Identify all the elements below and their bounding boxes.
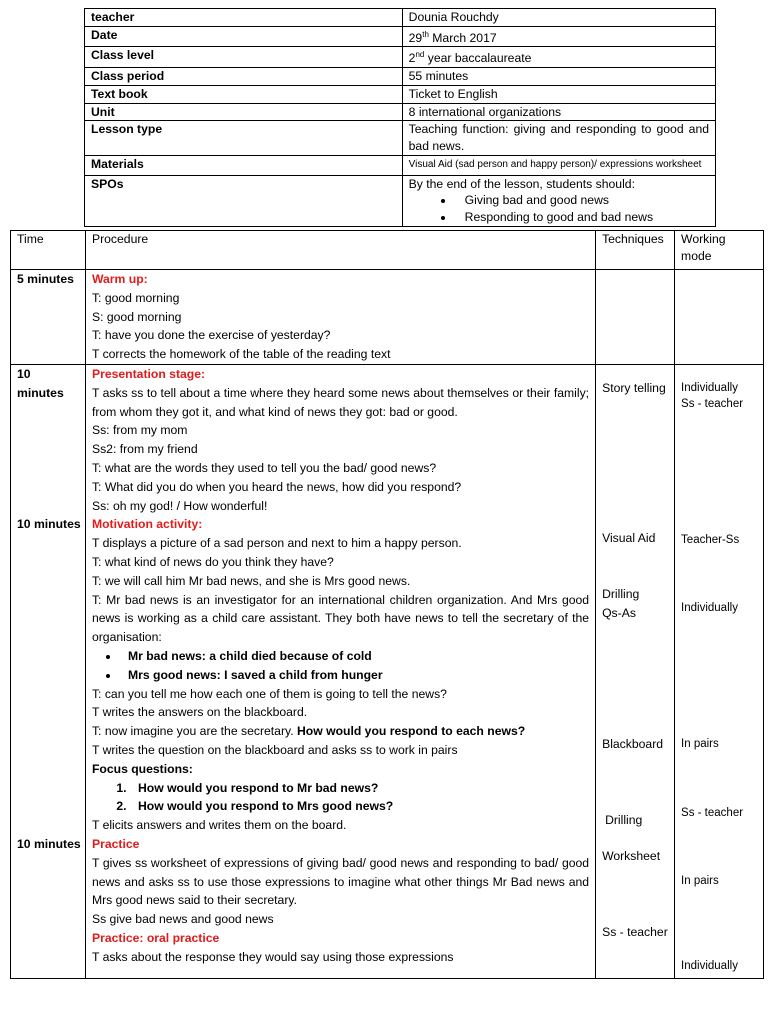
motivation-title: Motivation activity: (91, 517, 203, 532)
working-mode-item: Individually (681, 959, 738, 972)
header-procedure: Procedure (85, 231, 595, 270)
working-mode-item: Individually (681, 381, 738, 394)
info-key: teacher (85, 9, 403, 27)
working-mode-item: Teacher-Ss (681, 533, 740, 546)
level-rest: year baccalaureate (424, 51, 532, 66)
presentation-time: 10 minutes (17, 366, 64, 400)
info-value: 55 minutes (402, 68, 715, 86)
level-number: 2 (408, 51, 416, 66)
procedure-line: Ss2: from my friend (91, 442, 198, 457)
spo-intro: By the end of the lesson, students should: (408, 176, 635, 191)
procedure-header-row (11, 231, 764, 270)
procedure-line: T gives ss worksheet of expressions of giving bad/ good news and responding to bad/ good news and asks ss to use those expressions to imagine what other things Mr Bad news and Mrs good news said to their secretary. (91, 855, 590, 908)
warmup-title: Warm up: (91, 272, 148, 286)
info-row-class-level (85, 47, 716, 68)
procedure-line: T asks ss to tell about a time where they heard some news about themselves or their family; from whom they got it, and what kind of news they got: bad or good. (91, 385, 590, 419)
date-day: 29 (408, 30, 423, 45)
procedure-line: T: good morning (91, 290, 180, 305)
spo-list (409, 192, 709, 225)
info-value: Teaching function: giving and responding to good and bad news. (402, 121, 715, 155)
technique-item: Drilling (605, 812, 643, 827)
technique-item: Story telling (602, 380, 666, 395)
procedure-table (10, 230, 764, 979)
working-mode-item: Ss - teacher (681, 806, 744, 819)
procedure-line: T: we will call him Mr bad news, and she is Mrs good news. (91, 573, 411, 588)
procedure-line: T asks about the response they would say using those expressions (91, 949, 454, 964)
info-key: Class period (85, 68, 403, 86)
info-key: Lesson type (85, 121, 403, 155)
procedure-line: T writes the answers on the blackboard. (91, 705, 308, 720)
info-row-lesson-type (85, 121, 716, 155)
technique-item: Worksheet (602, 848, 661, 863)
working-mode-item: Individually (681, 601, 738, 614)
lesson-procedure (85, 364, 595, 979)
info-key: Unit (85, 103, 403, 121)
practice-time: 10 minutes (17, 836, 81, 851)
lesson-working-modes (675, 364, 764, 979)
warmup-time: 5 minutes (11, 270, 86, 365)
info-row-class-period (85, 68, 716, 86)
technique-item: Visual Aid (602, 530, 656, 545)
focus-questions (92, 779, 589, 817)
info-key: SPOs (85, 175, 403, 226)
procedure-line: T: what are the words they used to tell you the bad/ good news? (91, 460, 437, 475)
technique-item: Drilling (602, 586, 640, 601)
info-key: Text book (85, 85, 403, 103)
warmup-techniques (596, 270, 675, 365)
info-key: Date (85, 26, 403, 47)
spo-item: • Giving bad and good news (455, 192, 709, 209)
procedure-line: T elicits answers and writes them on the board. (91, 818, 347, 833)
working-mode-item: In pairs (681, 874, 719, 887)
header-techniques: Techniques (596, 231, 675, 270)
warmup-procedure (85, 270, 595, 365)
info-value (402, 175, 715, 226)
procedure-line (92, 722, 589, 741)
technique-item: Ss - teacher (602, 924, 668, 939)
info-row-materials (85, 155, 716, 175)
info-value: 8 international organizations (402, 103, 715, 121)
news-bullet: • Mr bad news: a child died because of cold (120, 647, 589, 666)
procedure-line: T displays a picture of a sad person and next to him a happy person. (91, 536, 462, 551)
info-row-date (85, 26, 716, 47)
lesson-techniques (596, 364, 675, 979)
header-time: Time (11, 231, 86, 270)
procedure-line: T: have you done the exercise of yesterday? (91, 328, 331, 343)
info-value (402, 26, 715, 47)
focus-title: Focus questions: (91, 761, 193, 776)
news-bullet: • Mrs good news: I saved a child from hunger (120, 666, 589, 685)
focus-question: 1. How would you respond to Mr bad news? (130, 779, 589, 798)
info-value: Ticket to English (402, 85, 715, 103)
level-suffix: nd (415, 50, 425, 60)
news-bullets (92, 647, 589, 685)
info-value: Dounia Rouchdy (402, 9, 715, 27)
spo-item: • Responding to good and bad news (455, 209, 709, 226)
lesson-info-table (84, 8, 716, 227)
info-key: Class level (85, 47, 403, 68)
info-value (402, 47, 715, 68)
lesson-times (11, 364, 86, 979)
procedure-line: Ss give bad news and good news (91, 912, 274, 927)
procedure-line: T corrects the homework of the table of the reading text (91, 347, 391, 362)
procedure-line: T: What did you do when you heard the news, how did you respond? (91, 479, 462, 494)
info-row-teacher (85, 9, 716, 27)
procedure-line: T writes the question on the blackboard and asks ss to work in pairs (91, 742, 458, 757)
procedure-line: T: Mr bad news is an investigator for an international children organization. And Mrs good news is working as a child care assistant. They both have news to tell the secretary of the organisation: (91, 592, 590, 645)
focus-question: 2. How would you respond to Mrs good news? (130, 797, 589, 816)
procedure-line: T: can you tell me how each one of them is going to tell the news? (91, 686, 447, 701)
technique-item: Qs-As (602, 605, 636, 620)
line-bold: How would you respond to each news? (296, 724, 526, 739)
date-rest: March 2017 (428, 30, 497, 45)
warmup-row (11, 270, 764, 365)
practice-title: Practice (91, 836, 140, 851)
info-row-text-book (85, 85, 716, 103)
line-plain: T: now imagine you are the secretary. (91, 724, 297, 739)
info-value: Visual Aid (sad person and happy person)/ expressions worksheet (402, 155, 715, 175)
presentation-title: Presentation stage: (91, 366, 206, 381)
working-mode-item: In pairs (681, 737, 719, 750)
oral-practice-title: Practice: oral practice (91, 930, 220, 945)
date-suffix: th (422, 29, 429, 39)
info-key: Materials (85, 155, 403, 175)
warmup-working-mode (675, 270, 764, 365)
procedure-line: T: what kind of news do you think they have? (91, 554, 334, 569)
technique-item: Blackboard (602, 736, 664, 751)
procedure-line: S: good morning (91, 309, 182, 324)
info-row-spos (85, 175, 716, 226)
info-row-unit (85, 103, 716, 121)
procedure-line: Ss: oh my god! / How wonderful! (91, 498, 268, 513)
lesson-body-row (11, 364, 764, 979)
working-mode-item: Ss - teacher (681, 397, 744, 410)
procedure-line: Ss: from my mom (91, 423, 188, 438)
header-working-mode: Working mode (675, 231, 764, 270)
motivation-time: 10 minutes (17, 516, 81, 531)
